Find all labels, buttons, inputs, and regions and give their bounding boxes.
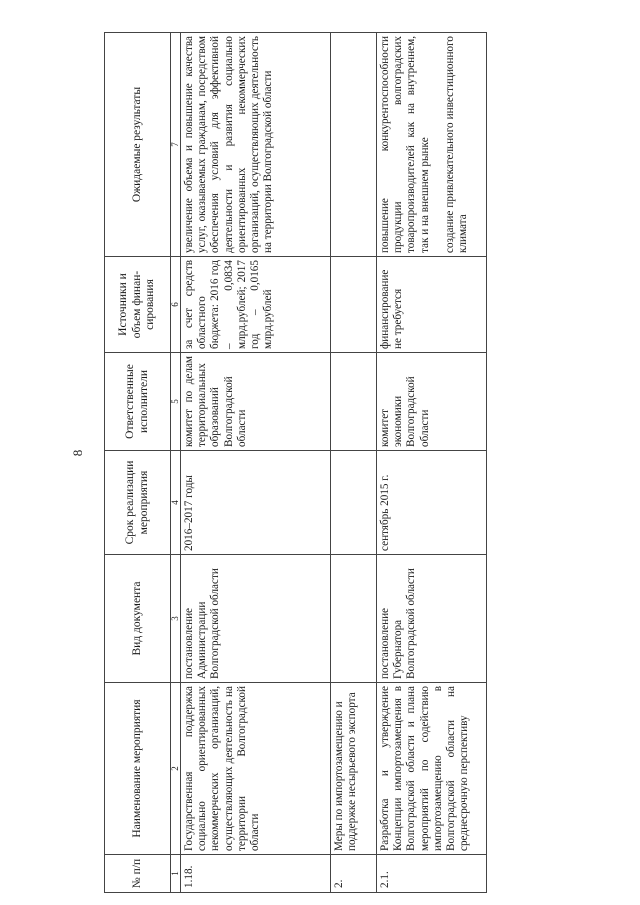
row-number: 1.18. <box>181 855 331 893</box>
header-term: Срок реализации мероприятия <box>105 451 171 555</box>
header-fin: Источники и объем финан- сирования <box>105 257 171 353</box>
executors: комитет по делам территориальных образований Волгоградской области <box>181 353 331 451</box>
column-number: 5 <box>171 353 181 451</box>
document-type <box>331 555 377 683</box>
financing: финансирование не требуется <box>377 257 487 353</box>
column-number: 2 <box>171 683 181 855</box>
measure-name: Разработка и утверждение Концепции импортозамещения в Волгоградской области и плана мероприятий по содействию импортозамещению в Волгоградской области на среднесрочную перспективу <box>377 683 487 855</box>
financing: за счет средств областного бюджета: 2016 год – 0,0834 млрд.рублей; 2017 год – 0,0165 млрд.рублей <box>181 257 331 353</box>
expected-result-text: повышение конкурентоспособности продукции волгоградских товаропроизводителей как на внутреннем, так и на внешнем рынке <box>379 36 431 253</box>
measures-table <box>104 32 487 893</box>
column-number: 6 <box>171 257 181 353</box>
expected-result <box>331 33 377 257</box>
header-result: Ожидаемые результаты <box>105 33 171 257</box>
page-number: 8 <box>70 449 85 457</box>
row-number: 2. <box>331 855 377 893</box>
term: 2016–2017 годы <box>181 451 331 555</box>
term <box>331 451 377 555</box>
measures-table-sheet <box>104 33 499 893</box>
column-number: 7 <box>171 33 181 257</box>
table-row <box>331 33 377 893</box>
column-number: 4 <box>171 451 181 555</box>
measure-name: Государственная поддержка социально ориентированных некоммерческих организаций, осуществляющих деятельность на территории Волгоградской области <box>181 683 331 855</box>
document-type: постановление Администрации Волгоградской области <box>181 555 331 683</box>
row-number: 2.1. <box>377 855 487 893</box>
expected-result <box>377 33 487 257</box>
header-doc: Вид документа <box>105 555 171 683</box>
column-number: 1 <box>171 855 181 893</box>
expected-result-extra: создание привлекательного инвестиционного климата <box>443 36 470 253</box>
executors <box>331 353 377 451</box>
column-number: 3 <box>171 555 181 683</box>
header-exec: Ответственные исполнители <box>105 353 171 451</box>
term: сентябрь 2015 г. <box>377 451 487 555</box>
table-row <box>377 33 487 893</box>
document-type: постановление Губернатора Волгоградской области <box>377 555 487 683</box>
header-num: № п/п <box>105 855 171 893</box>
table-header-row <box>105 33 171 893</box>
header-name: Наименование мероприятия <box>105 683 171 855</box>
expected-result: увеличение объема и повышение качества услуг, оказываемых гражданам, посредством обеспечения условий для эффективной деятельности и развития социально ориентированных некоммерческих организаций, осуществляющих деятельность на территории Волгоградской области <box>181 33 331 257</box>
table-row <box>181 33 331 893</box>
financing <box>331 257 377 353</box>
measure-name: Меры по импортозамещению и поддержке несырьевого экспорта <box>331 683 377 855</box>
executors: комитет экономики Волгоградской области <box>377 353 487 451</box>
column-numbers-row <box>171 33 181 893</box>
